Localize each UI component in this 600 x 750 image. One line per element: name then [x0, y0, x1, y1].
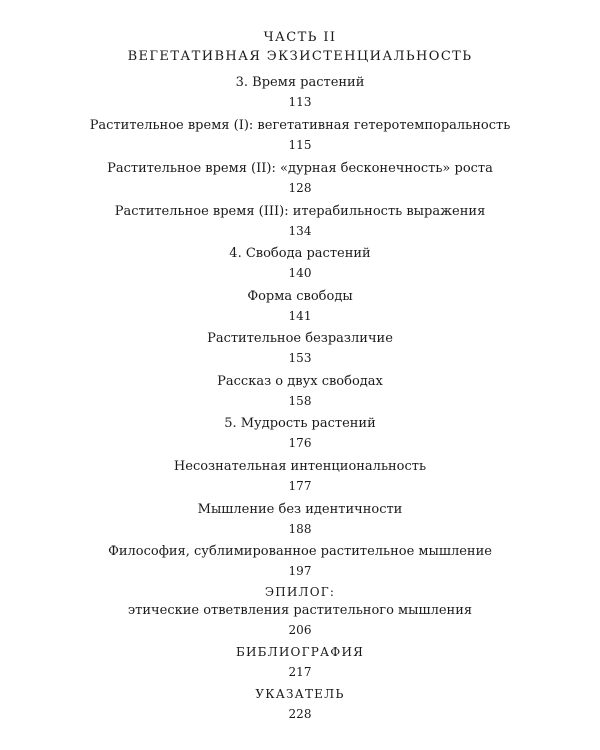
toc-entry-chapter-4[interactable] — [0, 245, 600, 281]
toc-entry-title: ЭПИЛОГ: — [264, 585, 336, 599]
toc-entry[interactable] — [0, 458, 600, 494]
toc-entry-chapter-5[interactable] — [0, 415, 600, 451]
toc-entry-bibliography[interactable] — [0, 644, 600, 680]
toc-entry-title: 3. Время растений — [235, 75, 365, 90]
toc-entry-title: Мышление без идентичности — [197, 502, 403, 517]
toc-entry-title: УКАЗАТЕЛЬ — [255, 687, 345, 701]
toc-entry-page: 158 — [288, 394, 312, 408]
part-heading — [0, 28, 600, 66]
toc-entry-page: 217 — [288, 665, 312, 679]
part-label: ЧАСТЬ II — [263, 30, 337, 45]
toc-entry-subtitle: этические ответвления растительного мышления — [127, 603, 473, 618]
toc-entry-page: 128 — [288, 181, 312, 195]
toc-entry-page: 176 — [288, 436, 312, 450]
toc-entry-title: БИБЛИОГРАФИЯ — [235, 645, 365, 659]
toc-entry-page: 115 — [288, 138, 312, 152]
toc-entry-page: 140 — [288, 266, 312, 280]
toc-entry-title: 5. Мудрость растений — [224, 416, 376, 431]
toc-entry-page: 113 — [288, 95, 312, 109]
toc-entry-epilogue[interactable] — [0, 584, 600, 638]
toc-entry-title: Растительное время (III): итерабильность выражения — [114, 204, 486, 219]
toc-entry-title: Философия, сублимированное растительное мышление — [108, 544, 492, 559]
toc-entry-page: 188 — [288, 522, 312, 536]
toc-entry-title: Несознательная интенциональность — [173, 459, 427, 474]
part-title: ВЕГЕТАТИВНАЯ ЭКЗИСТЕНЦИАЛЬНОСТЬ — [127, 49, 473, 64]
toc-entry-page: 228 — [288, 707, 312, 721]
toc-entry-title: Растительное время (II): «дурная бесконечность» роста — [107, 161, 493, 176]
toc-entry-title: Рассказ о двух свободах — [217, 374, 383, 389]
toc-entry-page: 141 — [288, 309, 312, 323]
toc-entry[interactable] — [0, 117, 600, 153]
toc-entry[interactable] — [0, 501, 600, 537]
toc-entry[interactable] — [0, 203, 600, 239]
toc-entry[interactable] — [0, 330, 600, 366]
toc-entry-index[interactable] — [0, 686, 600, 722]
toc-entry-chapter-3[interactable] — [0, 74, 600, 110]
toc-entry[interactable] — [0, 543, 600, 579]
toc-entry-page: 197 — [288, 564, 312, 578]
toc-entry[interactable] — [0, 373, 600, 409]
toc-entry-page: 206 — [288, 623, 312, 637]
toc-entry[interactable] — [0, 160, 600, 196]
toc-entry-title: Форма свободы — [247, 289, 353, 304]
toc-entry-page: 134 — [288, 224, 312, 238]
toc-entry[interactable] — [0, 288, 600, 324]
toc-entry-title: 4. Свобода растений — [229, 246, 371, 261]
toc-entry-title: Растительное время (I): вегетативная гетеротемпоральность — [89, 118, 511, 133]
toc-entry-title: Растительное безразличие — [207, 331, 393, 346]
toc-entry-page: 177 — [288, 479, 312, 493]
toc-entry-page: 153 — [288, 351, 312, 365]
